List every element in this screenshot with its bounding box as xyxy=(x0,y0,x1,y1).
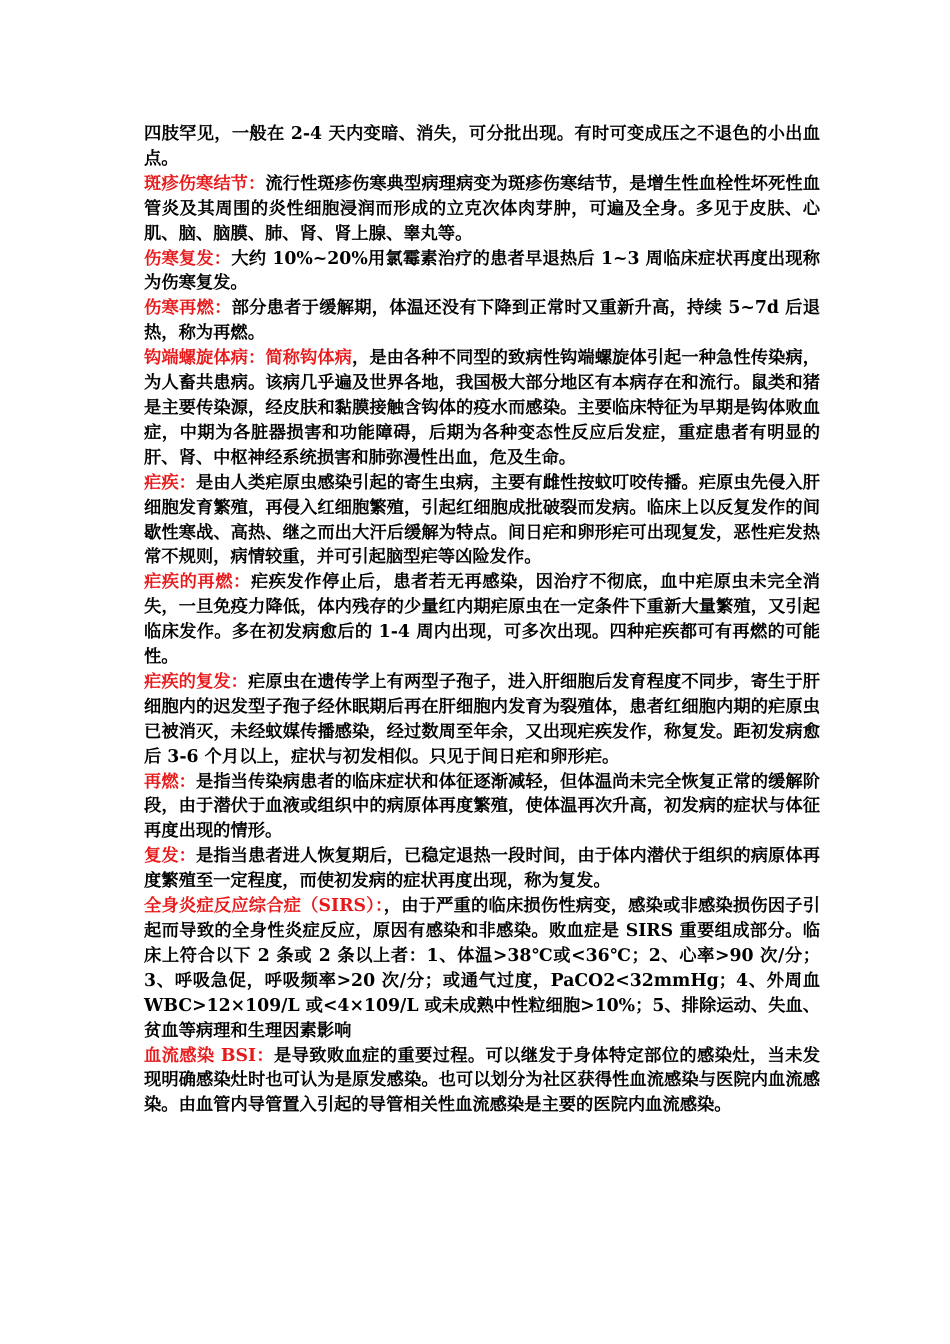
paragraph-rash-continuation xyxy=(144,122,820,172)
paragraph-text: 是由人类疟原虫感染引起的寄生虫病，主要有雌性按蚊叮咬传播。疟原虫先侵入肝细胞发育繁殖，再侵入红细胞繁殖，引起红细胞成批破裂而发病。临床上以反复发作的间歇性寒战、高热、继之而出大汗后缓解为特点。间日疟和卵形疟可出现复发，恶性疟发热常不规则，病情较重，并可引起脑型疟等凶险发作。 xyxy=(144,472,820,568)
paragraph-text: 疟原虫在遗传学上有两型子孢子，进入肝细胞后发育程度不同步，寄生于肝细胞内的迟发型子孢子经休眠期后再在肝细胞内发育为裂殖体，患者红细胞内期的疟原虫已被消灭，未经蚊媒传播感染，经过数周至年余，又出现疟疾发作，称复发。距初发病愈后 3-6 个月以上，症状与初发相似。只见于间日疟和卵形疟。 xyxy=(144,671,820,767)
paragraph-bsi xyxy=(144,1044,820,1119)
paragraph-typhus-nodule xyxy=(144,172,820,247)
paragraph-text: 疟疾发作停止后，患者若无再感染，因治疗不彻底，血中疟原虫未完全消失，一旦免疫力降低，体内残存的少量红内期疟原虫在一定条件下重新大量繁殖，又引起临床发作。多在初发病愈后的 1-4 周内出现，可多次出现。四种疟疾都可有再燃的可能性。 xyxy=(144,572,820,668)
paragraph-typhoid-relapse xyxy=(144,247,820,297)
term-label: 复发： xyxy=(144,846,197,867)
paragraph-text: 是指当传染病患者的临床症状和体征逐渐减轻，但体温尚未完全恢复正常的缓解阶段，由于潜伏于血液或组织中的病原体再度繁殖，使体温再次升高，初发病的症状与体征再度出现的情形。 xyxy=(144,771,820,842)
document-page xyxy=(144,122,820,1118)
paragraph-text: 部分患者于缓解期，体温还没有下降到正常时又重新升高，持续 5~7d 后退热，称为再燃。 xyxy=(144,298,820,344)
paragraph-recrudescence xyxy=(144,770,820,845)
paragraph-typhoid-recrudescence xyxy=(144,296,820,346)
term-label: 再燃： xyxy=(144,771,197,792)
paragraph-text: 流行性斑疹伤寒典型病理病变为斑疹伤寒结节，是增生性血栓性坏死性血管炎及其周围的炎性细胞浸润而形成的立克次体肉芽肿，可遍及全身。多见于皮肤、心肌、脑、脑膜、肺、肾、肾上腺、睾丸等。 xyxy=(144,173,820,244)
term-label: 疟疾的再燃： xyxy=(144,572,251,593)
paragraph-text: ，是由各种不同型的致病性钩端螺旋体引起一种急性传染病，为人畜共患病。该病几乎遍及世界各地，我国极大部分地区有本病存在和流行。鼠类和猪是主要传染源，经皮肤和黏膜接触含钩体的疫水而感染。主要临床特征为早期是钩体败血症，中期为各脏器损害和功能障碍，后期为各种变态性反应后发症，重症患者有明显的肝、肾、中枢神经系统损害和肺弥漫性出血，危及生命。 xyxy=(144,348,820,468)
paragraph-text: 是指当患者进人恢复期后，已稳定退热一段时间，由于体内潜伏于组织的病原体再度繁殖至一定程度，而使初发病的症状再度出现，称为复发。 xyxy=(144,846,820,892)
term-label: 伤寒复发： xyxy=(144,248,232,269)
paragraph-text: ，由于严重的临床损伤性病变，感染或非感染损伤因子引起而导致的全身性炎症反应，原因有感染和非感染。败血症是 SIRS 重要组成部分。临床上符合以下 2 条或 2 条以上者：1、体温>38℃或<36℃；2、心率>90 次/分；3、呼吸急促，呼吸频率>20 次/分；或通气过度，PaCO2<32mmHg；4、外周血 WBC>12×109/L 或<4×109/L 或未成熟中性粒细胞>10%；5、排除运动、失血、贫血等病理和生理因素影响 xyxy=(144,896,820,1041)
paragraph-text: 大约 10%~20%用氯霉素治疗的患者早退热后 1~3 周临床症状再度出现称为伤寒复发。 xyxy=(144,248,820,294)
paragraph-text: 四肢罕见，一般在 2-4 天内变暗、消失，可分批出现。有时可变成压之不退色的小出血点。 xyxy=(144,124,820,169)
paragraph-leptospirosis xyxy=(144,346,820,471)
paragraph-malaria xyxy=(144,471,820,571)
paragraph-malaria-recrudescence xyxy=(144,570,820,670)
term-label: 血流感染 BSI： xyxy=(144,1045,274,1066)
term-label: 钩端螺旋体病：简称钩体病 xyxy=(144,348,353,369)
term-label: 疟疾的复发： xyxy=(144,671,249,692)
paragraph-relapse xyxy=(144,844,820,894)
term-label: 斑疹伤寒结节： xyxy=(144,173,266,194)
term-label: 疟疾： xyxy=(144,472,197,493)
paragraph-sirs xyxy=(144,894,820,1043)
paragraph-malaria-relapse xyxy=(144,670,820,770)
term-label: 伤寒再燃： xyxy=(144,298,232,319)
paragraph-text: 是导致败血症的重要过程。可以继发于身体特定部位的感染灶，当未发现明确感染灶时也可认为是原发感染。也可以划分为社区获得性血流感染与医院内血流感染。由血管内导管置入引起的导管相关性血流感染是主要的医院内血流感染。 xyxy=(144,1045,820,1116)
term-label: 全身炎症反应综合症（SIRS）： xyxy=(144,896,384,917)
